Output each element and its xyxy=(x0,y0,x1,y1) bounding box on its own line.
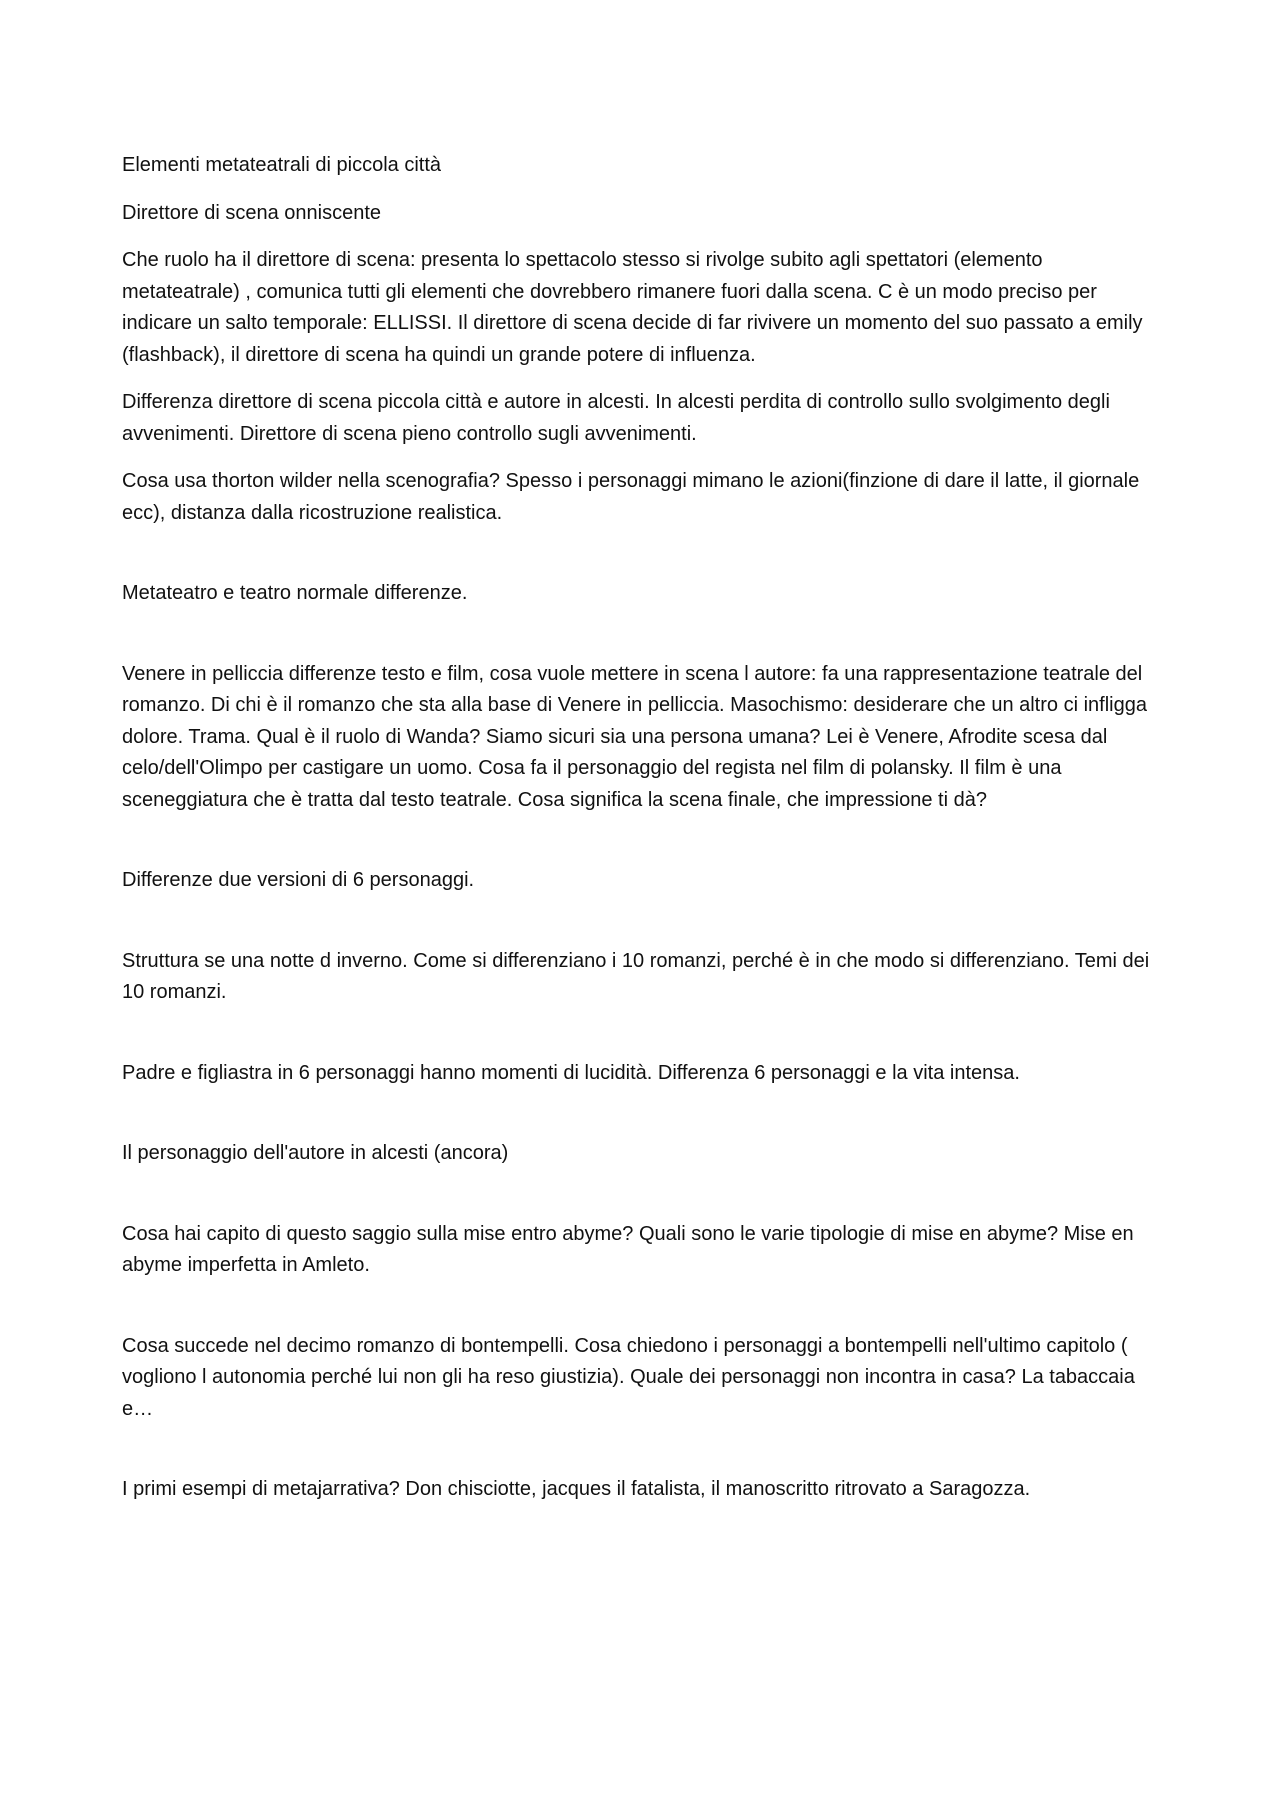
paragraph-subtitle: Direttore di scena onniscente xyxy=(122,201,382,224)
document-body xyxy=(122,150,1162,1506)
paragraph-notte-inverno: Struttura se una notte d inverno. Come si differenziano i 10 romanzi, perché è in che modo si differenziano. Temi dei 10 romanzi. xyxy=(122,949,1150,1003)
paragraph-scenografia: Cosa usa thorton wilder nella scenografia? Spesso i personaggi mimano le azioni(finzione di dare il latte, il giornale ecc), distanza dalla ricostruzione realistica. xyxy=(122,470,1140,524)
paragraph-title: Elementi metateatrali di piccola città xyxy=(122,154,442,176)
paragraph-metateatro: Metateatro e teatro normale differenze. xyxy=(122,582,468,604)
paragraph-padre-figliastra: Padre e figliastra in 6 personaggi hanno momenti di lucidità. Differenza 6 personaggi e la vita intensa. xyxy=(122,1061,1020,1084)
paragraph-sei-personaggi-versioni: Differenze due versioni di 6 personaggi. xyxy=(122,869,475,891)
paragraph-venere-pelliccia: Venere in pelliccia differenze testo e film, cosa vuole mettere in scena l autore: fa una rappresentazione teatrale del romanzo. Di chi è il romanzo che sta alla base di Venere in pelliccia. Masochismo: desiderare che un altro ci infligga dolore. Trama. Qual è il ruolo di Wanda? Siamo sicuri sia una persona umana? Lei è Venere, Afrodite scesa dal celo/dell'Olimpo per castigare un uomo. Cosa fa il personaggio del regista nel film di polansky. Il film è una sceneggiatura che è tratta dal testo teatrale. Cosa significa la scena finale, che impressione ti dà? xyxy=(122,662,1147,811)
paragraph-direttore-ruolo: Che ruolo ha il direttore di scena: presenta lo spettacolo stesso si rivolge subito agli spettatori (elemento metateatrale) , comunica tutti gli elementi che dovrebbero rimanere fuori dalla scena. C è un modo preciso per indicare un salto temporale: ELLISSI. Il direttore di scena decide di far rivivere un momento del suo passato a emily (flashback), il direttore di scena ha quindi un grande potere di influenza. xyxy=(122,249,1143,366)
paragraph-differenza-alcesti: Differenza direttore di scena piccola città e autore in alcesti. In alcesti perdita di controllo sullo svolgimento degli avvenimenti. Direttore di scena pieno controllo sugli avvenimenti. xyxy=(122,391,1110,445)
paragraph-bontempelli: Cosa succede nel decimo romanzo di bontempelli. Cosa chiedono i personaggi a bontempelli nell'ultimo capitolo ( vogliono l autonomia perché lui non gli ha reso giustizia). Quale dei personaggi non incontra in casa? La tabaccaia e… xyxy=(122,1334,1135,1420)
paragraph-mise-en-abyme: Cosa hai capito di questo saggio sulla mise entro abyme? Quali sono le varie tipologie di mise en abyme? Mise en abyme imperfetta in Amleto. xyxy=(122,1222,1134,1276)
paragraph-metanarrativa: I primi esempi di metajarrativa? Don chisciotte, jacques il fatalista, il manoscritto ritrovato a Saragozza. xyxy=(122,1478,1031,1500)
paragraph-autore-alcesti: Il personaggio dell'autore in alcesti (ancora) xyxy=(122,1142,509,1164)
